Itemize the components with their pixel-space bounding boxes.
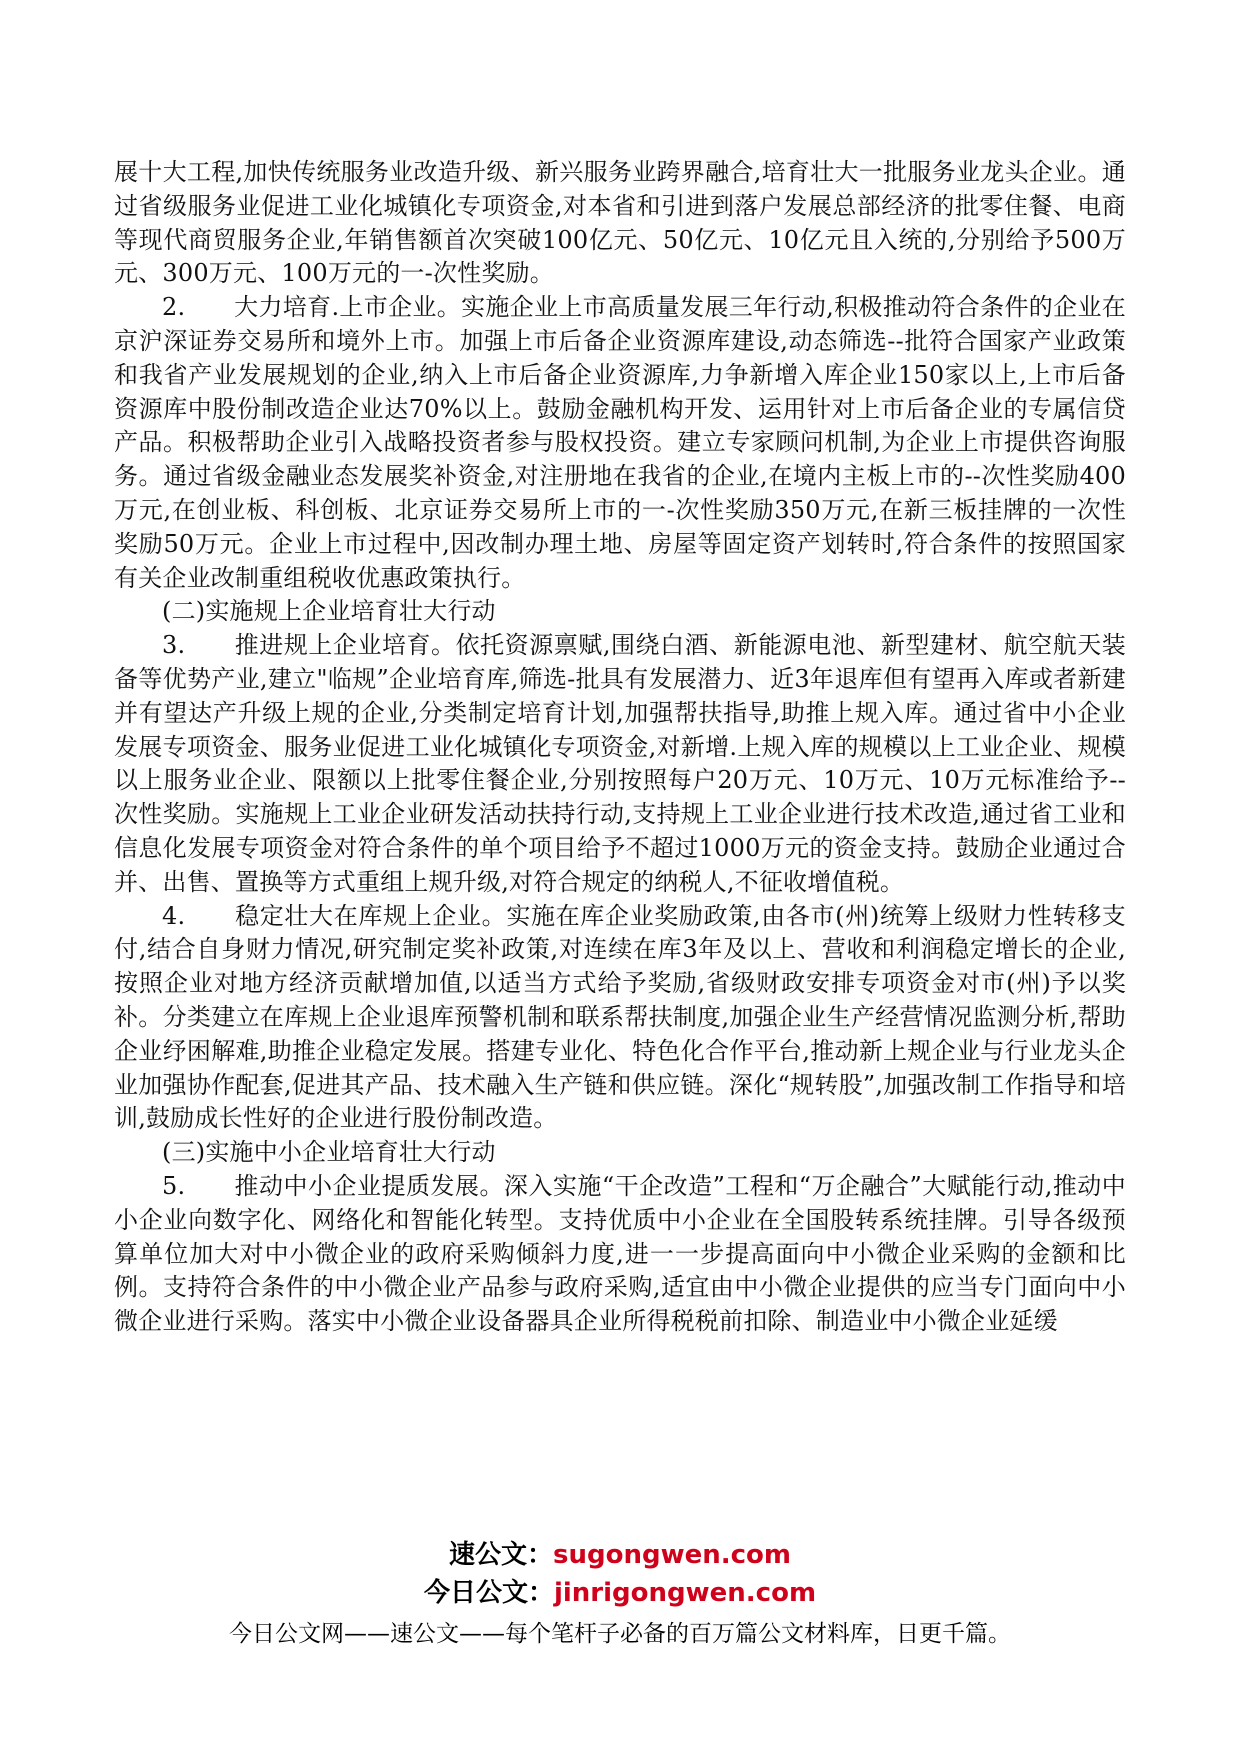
footer-jinrigongwen-label: 今日公文： bbox=[423, 1578, 554, 1608]
footer-jinrigongwen-link[interactable]: jinrigongwen.com bbox=[553, 1578, 817, 1608]
paragraph-2: 2. 大力培育.上市企业。实施企业上市高质量发展三年行动,积极推动符合条件的企业在京沪深证券交易所和境外上市。加强上市后备企业资源库建设,动态筛选--批符合国家产业政策和我省产业发展规划的企业,纳入上市后备企业资源库,力争新增入库企业150家以上,上市后备资源库中股份制改造企业达70%以上。鼓励金融机构开发、运用针对上市后备企业的专属信贷产品。积极帮助企业引入战略投资者参与股权投资。建立专家顾问机制,为企业上市提供咨询服务。通过省级金融业态发展奖补资金,对注册地在我省的企业,在境内主板上市的--次性奖励400万元,在创业板、科创板、北京证券交易所上市的一-次性奖励350万元,在新三板挂牌的一次性奖励50万元。企业上市过程中,因改制办理土地、房屋等固定资产划转时,符合条件的按照国家有关企业改制重组税收优惠政策执行。 bbox=[114, 293, 1126, 592]
footer-sugongwen-link[interactable]: sugongwen.com bbox=[553, 1540, 791, 1570]
footer-jinrigongwen bbox=[0, 1572, 1240, 1609]
paragraph-3: 3. 推进规上企业培育。依托资源禀赋,围绕白酒、新能源电池、新型建材、航空航天装备等优势产业,建立"临规”企业培育库,筛选-批具有发展潜力、近3年退库但有望再入库或者新建并有望达产升级上规的企业,分类制定培育计划,加强帮扶指导,助推上规入库。通过省中小企业发展专项资金、服务业促进工业化城镇化专项资金,对新增.上规入库的规模以上工业企业、规模以上服务业企业、限额以上批零住餐企业,分别按照每户20万元、10万元、10万元标准给予--次性奖励。实施规上工业企业研发活动扶持行动,支持规上工业企业进行技术改造,通过省工业和信息化发展专项资金对符合条件的单个项目给予不超过1000万元的资金支持。鼓励企业通过合并、出售、置换等方式重组上规升级,对符合规定的纳税人,不征收增值税。 bbox=[114, 631, 1126, 896]
paragraph-4: 4. 稳定壮大在库规上企业。实施在库企业奖励政策,由各市(州)统筹上级财力性转移支付,结合自身财力情况,研究制定奖补政策,对连续在库3年及以上、营收和利润稳定增长的企业,按照企业对地方经济贡献增加值,以适当方式给予奖励,省级财政安排专项资金对市(州)予以奖补。分类建立在库规上企业退库预警机制和联系帮扶制度,加强企业生产经营情况监测分析,帮助企业纾困解难,助推企业稳定发展。搭建专业化、特色化合作平台,推动新上规企业与行业龙头企业加强协作配套,促进其产品、技术融入生产链和供应链。深化“规转股”,加强改制工作指导和培训,鼓励成长性好的企业进行股份制改造。 bbox=[114, 901, 1126, 1133]
paragraph-1: 展十大工程,加快传统服务业改造升级、新兴服务业跨界融合,培育壮大一批服务业龙头企业。通过省级服务业促进工业化城镇化专项资金,对本省和引进到落户发展总部经济的批零住餐、电商等现代商贸服务企业,年销售额首次突破100亿元、50亿元、10亿元且入统的,分别给予500万元、300万元、100万元的一-次性奖励。 bbox=[114, 158, 1126, 288]
section-heading-3: (三)实施中小企业培育壮大行动 bbox=[162, 1138, 496, 1167]
footer-sugongwen-label: 速公文： bbox=[448, 1540, 553, 1570]
footer-sugongwen bbox=[0, 1534, 1240, 1571]
footer-tagline: 今日公文网——速公文——每个笔杆子必备的百万篇公文材料库，日更千篇。 bbox=[229, 1621, 1011, 1647]
document-body bbox=[114, 156, 1126, 1339]
section-heading-2: (二)实施规上企业培育壮大行动 bbox=[162, 597, 496, 626]
paragraph-5: 5. 推动中小企业提质发展。深入实施“干企改造”工程和“万企融合”大赋能行动,推动中小企业向数字化、网络化和智能化转型。支持优质中小企业在全国股转系统挂牌。引导各级预算单位加大对中小微企业的政府采购倾斜力度,进一一步提高面向中小微企业采购的金额和比例。支持符合条件的中小微企业产品参与政府采购,适宜由中小微企业提供的应当专门面向中小微企业进行采购。落实中小微企业设备器具企业所得税税前扣除、制造业中小微企业延缓 bbox=[114, 1171, 1126, 1336]
